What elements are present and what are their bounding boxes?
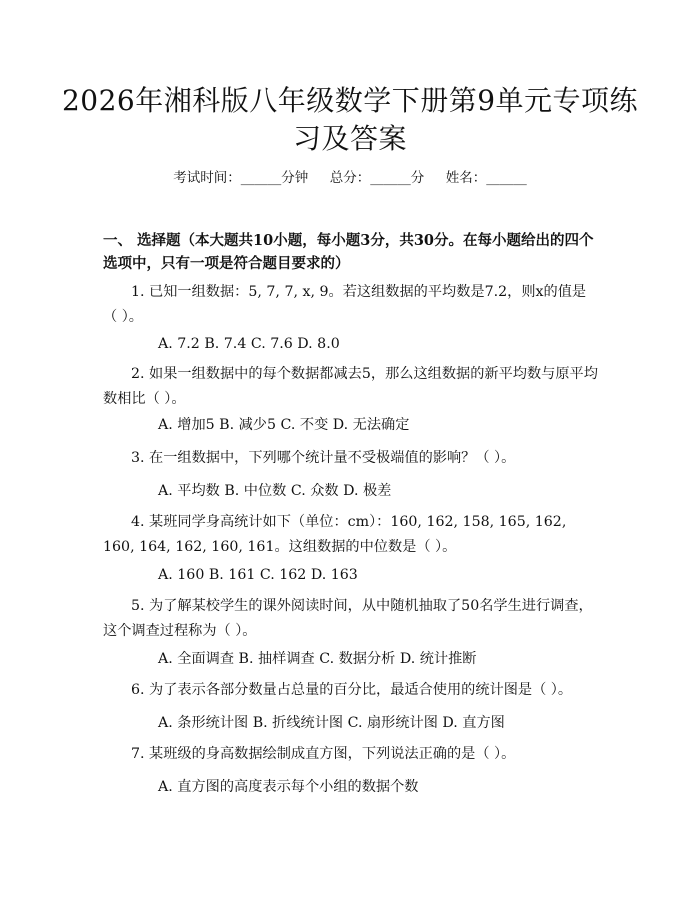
question-7-options: A. 直方图的高度表示每个小组的数据个数: [158, 779, 419, 795]
question-1-options: A. 7.2 B. 7.4 C. 7.6 D. 8.0: [158, 336, 340, 352]
question-2: 2. 如果一组数据中的每个数据都减去5，那么这组数据的新平均数与原平均数相比（ ）。: [103, 366, 598, 407]
question-5: 5. 为了解某校学生的课外阅读时间，从中随机抽取了50名学生进行调查，这个调查过程称为（ ）。: [103, 598, 593, 639]
question-1: 1. 已知一组数据：5, 7, 7, x, 9。若这组数据的平均数是7.2，则x的值是（ ）。: [103, 284, 587, 325]
section-heading-multiple-choice: 一、 选择题（本大题共10小题，每小题3分，共30分。在每小题给出的四个选项中，只有一项是符合题目要求的）: [103, 232, 594, 272]
question-6-options: A. 条形统计图 B. 折线统计图 C. 扇形统计图 D. 直方图: [158, 715, 505, 731]
question-6: 6. 为了表示各部分数量占总量的百分比，最适合使用的统计图是（ ）。: [131, 682, 573, 698]
question-3-options: A. 平均数 B. 中位数 C. 众数 D. 极差: [158, 483, 392, 499]
question-3: 3. 在一组数据中，下列哪个统计量不受极端值的影响？（ ）。: [131, 450, 516, 466]
document-title: 2026年湘科版八年级数学下册第9单元专项练习及答案: [61, 84, 639, 155]
question-2-options: A. 增加5 B. 减少5 C. 不变 D. 无法确定: [158, 417, 410, 433]
question-4: 4. 某班同学身高统计如下（单位：cm）：160, 162, 158, 165, 162, 160, 164, 162, 160, 161。这组数据的中位数是（ ）。: [103, 514, 567, 555]
exam-info-line: 考试时间：______分钟 总分：______分 姓名：______: [173, 170, 527, 186]
question-4-options: A. 160 B. 161 C. 162 D. 163: [158, 567, 358, 583]
question-7: 7. 某班级的身高数据绘制成直方图，下列说法正确的是（ ）。: [131, 746, 516, 762]
question-5-options: A. 全面调查 B. 抽样调查 C. 数据分析 D. 统计推断: [158, 651, 477, 667]
